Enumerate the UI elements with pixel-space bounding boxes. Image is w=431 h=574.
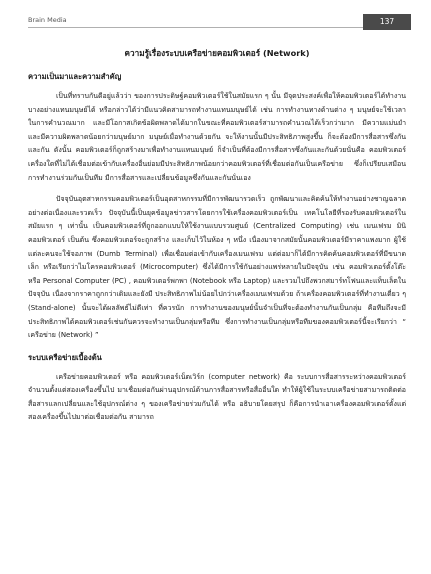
page-header	[0, 0, 431, 52]
brand-label: Brain Media	[28, 16, 67, 24]
document-body	[28, 46, 406, 433]
paragraph: เครือข่ายคอมพิวเตอร์ หรือ คอมพิวเตอร์เน็ตเวิร์ก (computer network) คือ ระบบการสื่อสารระหว่างคอมพิวเตอร์จำนวนตั้งแต่สองเครื่องขึ้นไป มาเชื่อมต่อกันผ่านอุปกรณ์ด้านการสื่อสารหรือสื่ออื่นใด ทำให้ผู้ใช้ในระบบเครือข่ายสามารถติดต่อสื่อสารแลกเปลี่ยนและใช้อุปกรณ์ต่าง ๆ ของเครือข่ายร่วมกันได้ หรือ อธิบายโดยสรุป ก็คือการนำเอาเครื่องคอมพิวเตอร์ตั้งแต่สองเครื่องขึ้นไปมาต่อเชื่อมต่อกัน สามารถ	[28, 372, 406, 422]
header-divider	[28, 27, 403, 28]
document-title: ความรู้เรื่องระบบเครือข่ายคอมพิวเตอร์ (Network)	[124, 48, 310, 58]
paragraph: เป็นที่ทราบกันดีอยู่แล้วว่า ของการประดิษฐ์คอมพิวเตอร์ใช้ในสมัยแรก ๆ นั้น มีจุดประสงค์เพื่อให้คอมพิวเตอร์ได้ทำงานบางอย่างแทนมนุษย์ได้ หรือกล่าวได้ว่ามีแนวคิดสามารถทำงานแทนมนุษย์ได้ เช่น การทำงานทางด้านต่าง ๆ มนุษย์จะใช้เวลาในการคำนวณมาก และมีโอกาสเกิดข้อผิดพลาดได้มากในขณะที่คอมพิวเตอร์สามารถคำนวณได้เร็วกว่ามาก มีความแม่นยำและมีความผิดพลาดน้อยกว่ามนุษย์มาก มนุษย์เมื่อทำงานด้วยกัน จะให้งานนั้นมีประสิทธิภาพสูงขึ้น ก็จะต้องมีการสื่อสารซึ่งกันและกัน ดังนั้น คอมพิวเตอร์ก็ถูกสร้างมาเพื่อทำงานแทนมนุษย์ ก็จำเป็นที่ต้องมีการสื่อสารซึ่งกันและกันด้วยนั่นคือ คอมพิวเตอร์เครื่องใดที่ไม่ได้เชื่อมต่อเข้ากับเครื่องอื่นย่อมมีประสิทธิภาพน้อยกว่าคอมพิวเตอร์ที่เชื่อมต่อกันเป็นเครือข่าย ซึ่งก็เปรียบเสมือนการทำงานร่วมกันเป็นทีม มีการสื่อสารและเปลี่ยนข้อมูลซึ่งกันและกันนั่นเอง	[28, 92, 406, 182]
page-number-badge: 137	[363, 14, 411, 30]
paragraph: ปัจจุบันอุตสาหกรรมคอมพิวเตอร์เป็นอุตสาหกรรมที่มีการพัฒนารวดเร็ว ถูกพัฒนาและคิดค้นให้ทำงานอย่างชาญฉลาดอย่างต่อเนื่องและรวดเร็ว ปัจจุบันนี้เป็นยุคข้อมูลข่าวสารโดยการใช้เครื่องคอมพิวเตอร์เป็น เทคโนโลยีที่รองรับคอมพิวเตอร์ในสมัยแรก ๆ เท่านั้น เป็นคอมพิวเตอร์ที่ถูกออกแบบให้ใช้งานแบบรวมศูนย์ (Centralized Computing) เช่น เมนเฟรม มินิคอมพิวเตอร์ เป็นต้น ซึ่งคอมพิวเตอร์จะถูกสร้าง และเก็บไว้ในห้อง ๆ หนึ่ง เนื่องมาจากสมัยนั้นคอมพิวเตอร์มีราคาแพงมาก ผู้ใช้แต่ละคนจะใช้จอภาพ (Dumb Terminal) เพื่อเชื่อมต่อเข้ากับเครื่องเมนเฟรม แต่ต่อมาก็ได้มีการคิดค้นคอมพิวเตอร์ที่มีขนาดเล็ก หรือเรียกว่าไมโครคอมพิวเตอร์ (Microcomputer) ซึ่งได้มีการใช้กันอย่างแพร่หลายในปัจจุบัน เช่น คอมพิวเตอร์ตั้งโต๊ะ หรือ Personal Computer (PC) , คอมพิวเตอร์พกพา (Notebook หรือ Laptop) และรวมไปถึงพวกสมาร์ทโฟนและแท็บเล็ตในปัจจุบัน เนื่องจากราคาถูกกว่าเดิมและยังมี ประสิทธิภาพไม่น้อยไปกว่าเครื่องเมนเฟรมด้วย ถ้าเครื่องคอมพิวเตอร์ที่ทำงานเดี่ยว ๆ (Stand-alone) นั้นจะได้ผลลัพธ์ไม่ดีเท่า ที่ควรนัก การทำงานของมนุษย์นั้นจำเป็นที่จะต้องทำงานกันเป็นกลุ่ม คือทีมถึงจะมีประสิทธิภาพได้คอมพิวเตอร์เช่นกันควรจะทำงานเป็นกลุ่มหรือทีม ซึ่งการทำงานเป็นกลุ่มหรือทีมของคอมพิวเตอร์นี้จะเรียกว่า “ เครือข่าย (Network) ”	[28, 195, 406, 340]
section-heading-background: ความเป็นมาและความสำคัญ	[28, 72, 122, 81]
section-heading-network-basics: ระบบเครือข่ายเบื้องต้น	[28, 352, 102, 362]
